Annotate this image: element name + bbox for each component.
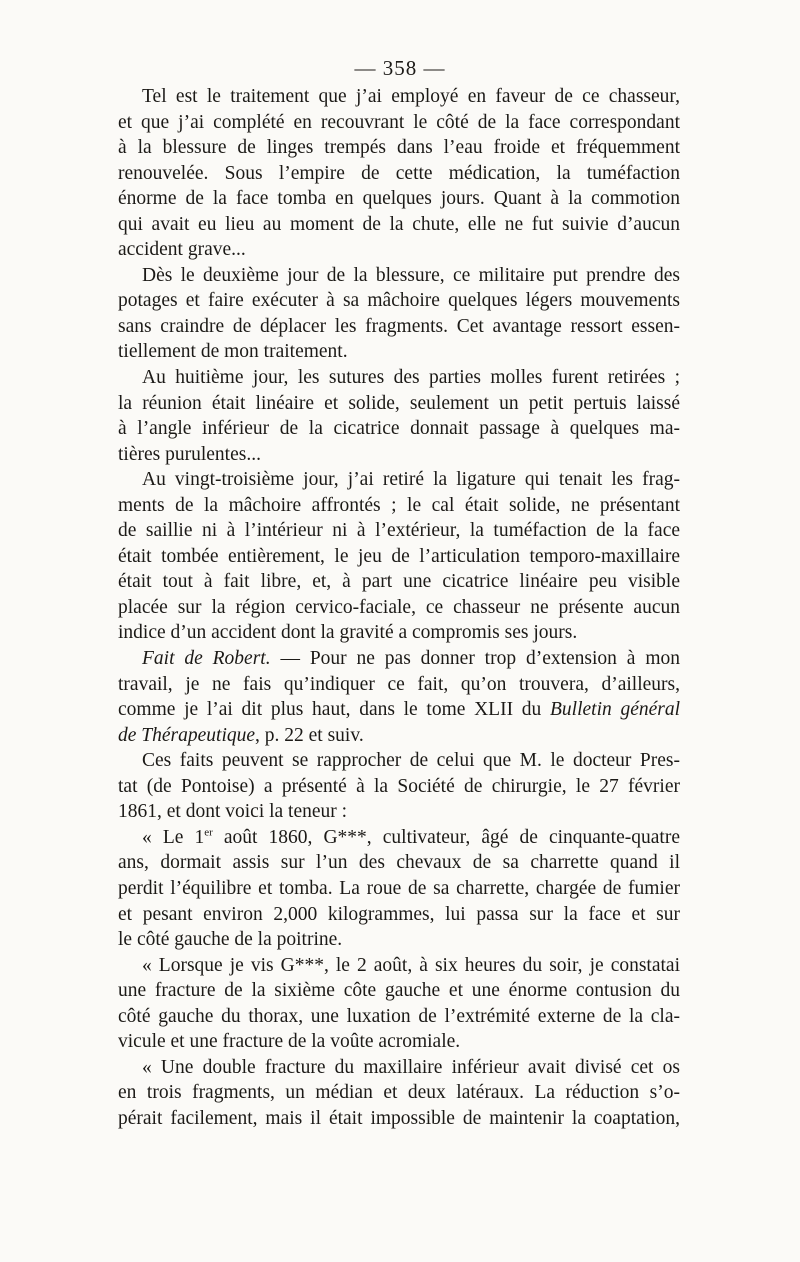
text-line xyxy=(118,697,680,723)
text-line xyxy=(118,314,680,340)
text-line xyxy=(118,646,680,672)
text-line xyxy=(118,544,680,570)
text-line xyxy=(118,84,680,110)
text-line xyxy=(118,493,680,519)
text-line xyxy=(118,672,680,698)
text-line xyxy=(118,902,680,928)
text-line xyxy=(118,748,680,774)
line-text: comme je l’ai dit plus haut, dans le tome XLII du xyxy=(118,699,550,721)
text-line xyxy=(118,135,680,161)
text-line xyxy=(118,186,680,212)
text-line xyxy=(118,391,680,417)
line-text: Dès le deuxième jour de la blessure, ce militaire put prendre des xyxy=(142,264,680,286)
text-line xyxy=(118,876,680,902)
text-line xyxy=(118,1106,680,1132)
superscript: er xyxy=(204,826,213,839)
line-text: tières purulentes... xyxy=(118,443,261,465)
text-line xyxy=(118,595,680,621)
line-text: Ces faits peuvent se rapprocher de celui que M. le docteur Pres- xyxy=(142,750,680,772)
line-text: était tout à fait libre, et, à part une cicatrice linéaire peu visible xyxy=(118,571,680,593)
line-text: 1861, et dont voici la teneur : xyxy=(118,801,348,823)
text-line xyxy=(118,799,680,825)
text-line xyxy=(118,620,680,646)
text-line xyxy=(118,825,680,851)
text-line xyxy=(118,1029,680,1055)
line-text: « Le 1 xyxy=(142,826,205,848)
line-text: « Une double fracture du maxillaire inférieur avait divisé cet os xyxy=(142,1056,680,1078)
line-text: placée sur la région cervico-faciale, ce chasseur ne présente aucun xyxy=(118,596,680,618)
line-text: Tel est le traitement que j’ai employé en faveur de ce chasseur, xyxy=(142,86,680,107)
line-text: accident grave... xyxy=(118,239,246,261)
text-line xyxy=(118,442,680,468)
line-text: Au huitième jour, les sutures des parties molles furent retirées ; xyxy=(142,367,680,389)
text-line xyxy=(118,850,680,876)
text-line xyxy=(118,1055,680,1081)
page-number: — 358 — xyxy=(354,56,446,80)
text-line xyxy=(118,723,680,749)
text-line xyxy=(118,927,680,953)
line-text: Au vingt-troisième jour, j’ai retiré la ligature qui tenait les frag- xyxy=(142,469,680,491)
line-text: à l’angle inférieur de la cicatrice donnait passage à quelques ma- xyxy=(118,418,680,440)
line-text: le côté gauche de la poitrine. xyxy=(118,929,343,951)
line-text: qui avait eu lieu au moment de la chute, elle ne fut suivie d’aucun xyxy=(118,213,680,235)
line-text: une fracture de la sixième côte gauche et une énorme contusion du xyxy=(118,980,680,1002)
text-line xyxy=(118,110,680,136)
text-line xyxy=(118,263,680,289)
text-line xyxy=(118,288,680,314)
text-line xyxy=(118,518,680,544)
line-text: renouvelée. Sous l’empire de cette médication, la tuméfaction xyxy=(118,162,680,184)
text-line xyxy=(118,1004,680,1030)
text-line xyxy=(118,161,680,187)
line-text: vicule et une fracture de la voûte acromiale. xyxy=(118,1031,461,1053)
text-line xyxy=(118,416,680,442)
line-text: de saillie ni à l’intérieur ni à l’extérieur, la tuméfaction de la face xyxy=(118,520,680,542)
line-text: potages et faire exécuter à sa mâchoire quelques légers mouvements xyxy=(118,290,680,312)
text-line xyxy=(118,237,680,263)
text-line xyxy=(118,953,680,979)
line-text: « Lorsque je vis G***, le 2 août, à six heures du soir, je constatai xyxy=(142,954,680,976)
text-line xyxy=(118,978,680,1004)
line-text: août 1860, G***, cultivateur, âgé de cinquante-quatre xyxy=(212,826,680,848)
italic-text: Bulletin général xyxy=(550,699,681,721)
line-text: et que j’ai complété en recouvrant le côté de la face correspondant xyxy=(118,111,680,133)
text-line xyxy=(118,339,680,365)
line-text: et pesant environ 2,000 kilogrammes, lui passa sur la face et sur xyxy=(118,903,680,925)
text-line xyxy=(118,1080,680,1106)
line-text: — Pour ne pas donner trop d’extension à mon xyxy=(270,648,680,670)
italic-text: Fait de Robert. xyxy=(142,648,271,670)
text-line xyxy=(118,467,680,493)
text-line xyxy=(118,774,680,800)
line-text: était tombée entièrement, le jeu de l’articulation temporo-maxillaire xyxy=(118,545,680,567)
body-text xyxy=(118,84,680,1131)
line-text: ments de la mâchoire affrontés ; le cal était solide, ne présentant xyxy=(118,494,680,516)
line-text: ans, dormait assis sur l’un des chevaux de sa charrette quand il xyxy=(118,852,680,874)
text-line xyxy=(118,365,680,391)
line-text: travail, je ne fais qu’indiquer ce fait, qu’on trouvera, d’ailleurs, xyxy=(118,673,680,695)
italic-text: de Thérapeutique xyxy=(118,724,256,746)
line-text: pérait facilement, mais il était impossible de maintenir la coaptation, xyxy=(118,1107,680,1129)
line-text: énorme de la face tomba en quelques jours. Quant à la commotion xyxy=(118,188,680,210)
line-text: sans craindre de déplacer les fragments. Cet avantage ressort essen- xyxy=(118,315,680,337)
line-text: tat (de Pontoise) a présenté à la Société de chirurgie, le 27 février xyxy=(118,775,680,797)
text-line xyxy=(118,569,680,595)
line-text: la réunion était linéaire et solide, seulement un petit pertuis laissé xyxy=(118,392,680,414)
line-text: indice d’un accident dont la gravité a compromis ses jours. xyxy=(118,622,578,644)
line-text: côté gauche du thorax, une luxation de l’extrémité externe de la cla- xyxy=(118,1005,680,1027)
line-text: à la blessure de linges trempés dans l’eau froide et fréquemment xyxy=(118,137,680,159)
line-text: en trois fragments, un médian et deux latéraux. La réduction s’o- xyxy=(118,1082,680,1104)
line-text: tiellement de mon traitement. xyxy=(118,341,348,363)
line-text: , p. 22 et suiv. xyxy=(255,724,364,746)
line-text: perdit l’équilibre et tomba. La roue de sa charrette, chargée de fumier xyxy=(118,877,680,899)
text-line xyxy=(118,212,680,238)
